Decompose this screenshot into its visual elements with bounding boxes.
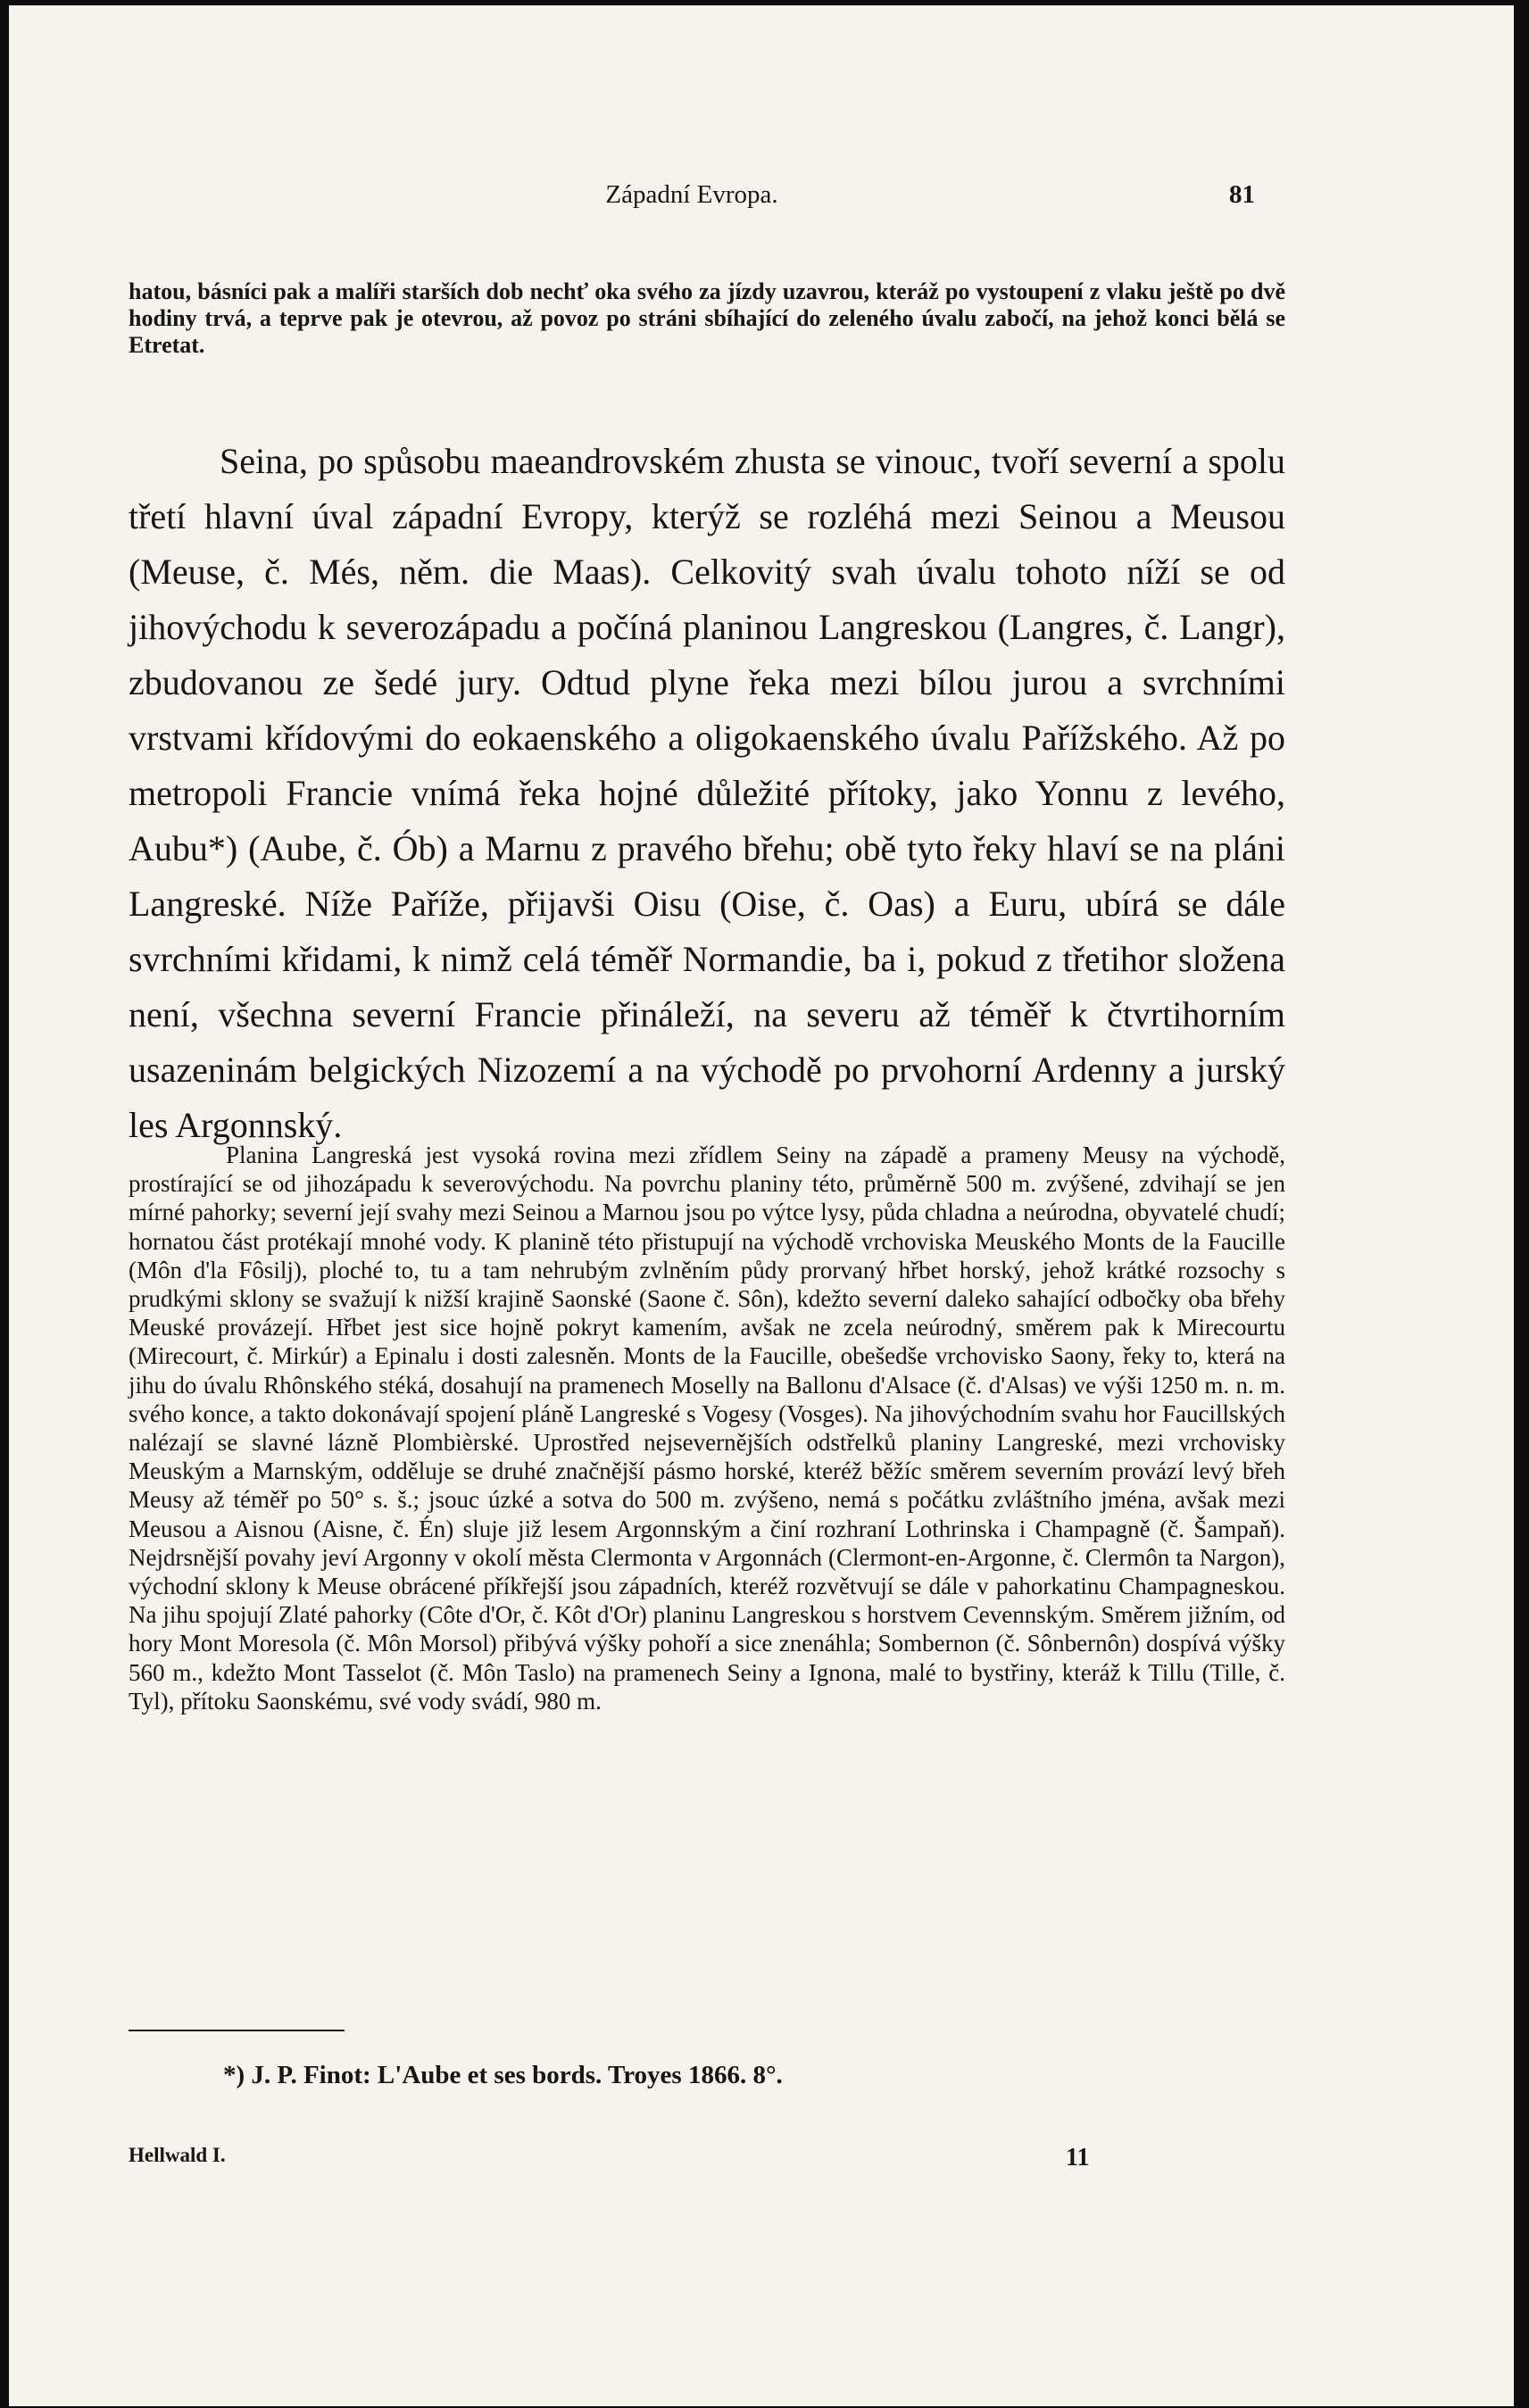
running-title: Západní Evropa. <box>605 180 778 209</box>
signature-sheet-number: 11 <box>1066 2144 1090 2171</box>
notes-paragraph: Planina Langreská jest vysoká rovina mezi zřídlem Seiny na západě a prameny Meusy na východě, prostírající se od jihozápadu k severovýchodu. Na povrchu planiny této, průměrně 500 m. zvýšené, zdvihají se jen mírné pahorky; severní její svahy mezi Seinou a Marnou jsou po výtce lysy, půda chladna a neúrodna, obyvatelé chudí; hornatou část protékají mnohé vody. K planině této přistupují na východě vrchoviska Meuského Monts de la Faucille (Môn d'la Fôsilj), ploché to, tu a tam nehrubým zvlněním půdy prorvaný hřbet horský, jehož krátké rozsochy s prudkými sklony se svažují k nižší krajině Saonské (Saone č. Sôn), kdežto severní daleko sahající odbočky oba břehy Meuské provázejí. Hřbet jest sice hojně pokryt kamením, avšak ne zcela neúrodný, směrem pak k Mirecourtu (Mirecourt, č. Mirkúr) a Epinalu i dosti zalesněn. Monts de la Faucille, obešedše vrchovisko Saony, řeky to, která na jihu do úvalu Rhônského stéká, dosahují na pramenech Moselly na Ballonu d'Alsace (č. d'Alsas) ve výši 1250 m. n. m. svého konce, a takto dokonávají spojení pláně Langreské s Vogesy (Vosges). Na jihovýchodním svahu hor Faucillských nalézají se slavné lázně Plombièrské. Uprostřed nejsevernějších odstřelků planiny Langreské, mezi vrchovisky Meuským a Marnským, odděluje se druhé značnější pásmo horské, kteréž běžíc směrem severním provází levý břeh Meusy až téměř po 50° s. š.; jsouc úzké a sotva do 500 m. zvýšeno, nemá s počátku zvláštního jména, avšak mezi Meusou a Aisnou (Aisne, č. Én) sluje již lesem Argonnským a činí rozhraní Lothrinska i Champagně (č. Šampaň). Nejdrsnější povahy jeví Argonny v okolí města Clermonta v Argonnách (Clermont-en-Argonne, č. Clermôn ta Nargon), východní sklony k Meuse obrácené příkřejší jsou západních, kteréž rozvětvují se dále v pahorkatinu Champagneskou. Na jihu spojují Zlaté pahorky (Côte d'Or, č. Kôt d'Or) planinu Langreskou s horstvem Cevennským. Směrem jižním, od hory Mont Moresola (č. Môn Morsol) přibývá výšky pohoří a sice znenáhla; Sombernon (č. Sônbernôn) dospívá výšky 560 m., kdežto Mont Tasselot (č. Môn Taslo) na pramenech Seiny a Ignona, malé to bystřiny, kteráž k Tillu (Tille, č. Tyl), přítoku Saonskému, své vody svádí, 980 m. <box>129 1142 1285 1715</box>
signature-volume: Hellwald I. <box>129 2144 226 2166</box>
page-header <box>129 180 1255 216</box>
lead-paragraph: hatou, básníci pak a malíři starších dob nechť oka svého za jízdy uzavrou, kteráž po vystoupení z vlaku ještě po dvě hodiny trvá, a teprve pak je otevrou, až povoz po stráni sbíhající do zeleného úvalu zabočí, na jehož konci bělá se Etretat. <box>129 278 1285 358</box>
footnote: *) J. P. Finot: L'Aube et ses bords. Troyes 1866. 8°. <box>223 2061 783 2089</box>
main-paragraph: Seina, po spůsobu maeandrovském zhusta se vinouc, tvoří severní a spolu třetí hlavní úval západní Evropy, kterýž se rozléhá mezi Seinou a Meusou (Meuse, č. Més, něm. die Maas). Celkovitý svah úvalu tohoto níží se od jihovýchodu k severozápadu a počíná planinou Langreskou (Langres, č. Langr), zbudovanou ze šedé jury. Odtud plyne řeka mezi bílou jurou a svrchními vrstvami křídovými do eokaenského a oligokaenského úvalu Pařížského. Až po metropoli Francie vnímá řeka hojné důležité přítoky, jako Yonnu z levého, Aubu*) (Aube, č. Ób) a Marnu z pravého břehu; obě tyto řeky hlaví se na pláni Langreské. Níže Paříže, přijavši Oisu (Oise, č. Oas) a Euru, ubírá se dále svrchními křidami, k nimž celá téměř Normandie, ba i, pokud z třetihor složena není, všechna severní Francie přináleží, na severu až téměř k čtvrtihorním usazeninám belgických Nizozemí a na východě po prvohorní Ardenny a jurský les Argonnský. <box>129 441 1285 1145</box>
page-number: 81 <box>1229 180 1255 209</box>
printer-signature <box>129 2144 1255 2180</box>
footnote-divider <box>129 2030 345 2031</box>
book-page <box>9 5 1514 2406</box>
